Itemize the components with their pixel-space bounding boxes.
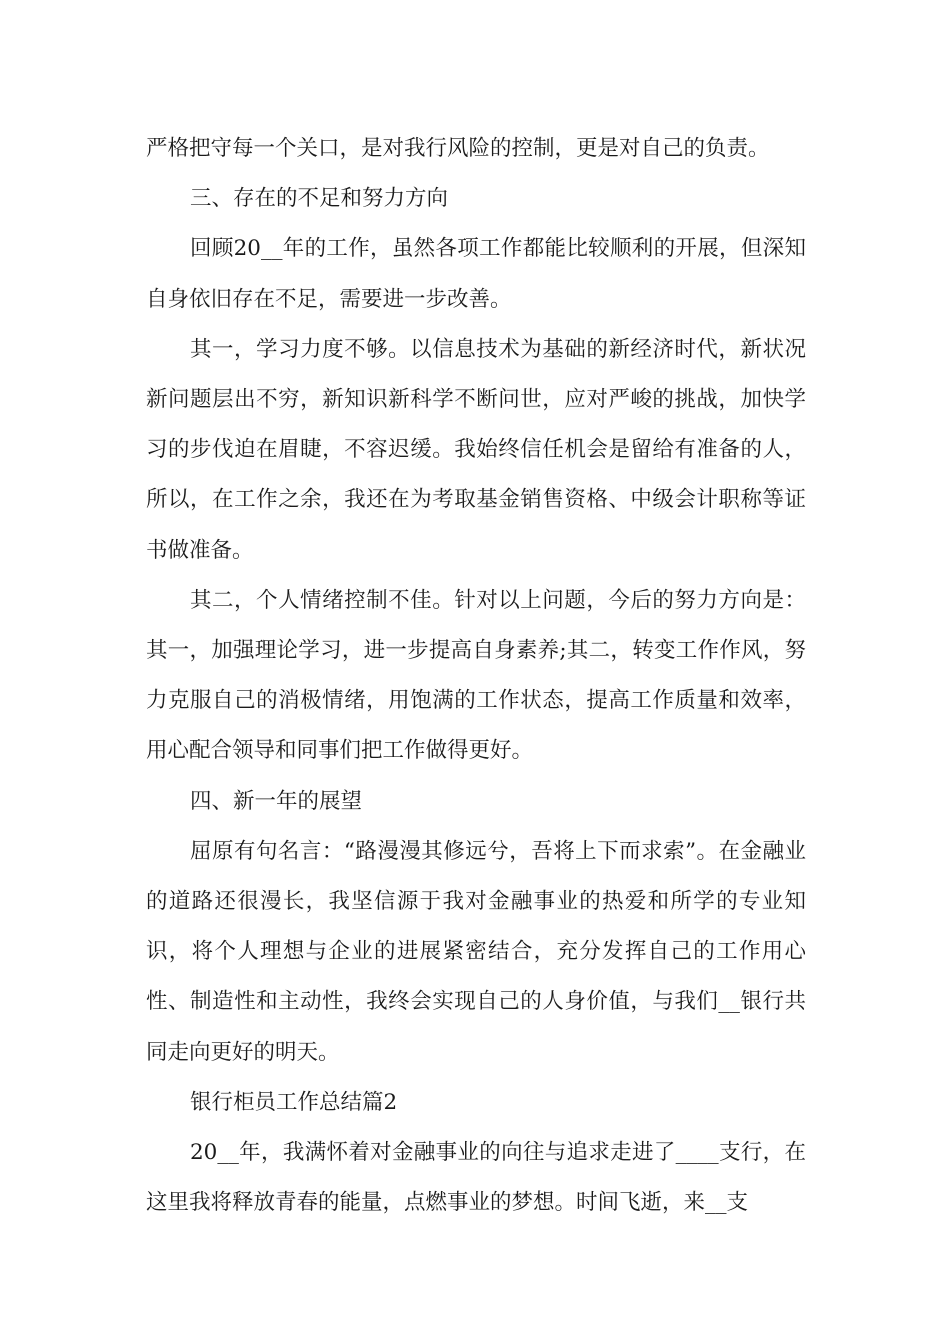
paragraph-point-one: 其一，学习力度不够。以信息技术为基础的新经济时代，新状况新问题层出不穷，新知识新科学不断问世，应对严峻的挑战，加快学习的步伐迫在眉睫，不容迟缓。我始终信任机会是留给有准备的人，所以，在工作之余，我还在为考取基金销售资格、中级会计职称等证书做准备。 bbox=[146, 336, 806, 563]
paragraph-continuation: 严格把守每一个关口，是对我行风险的控制，更是对自己的负责。 bbox=[146, 136, 770, 161]
section-heading-four: 四、新一年的展望 bbox=[190, 788, 363, 814]
paragraph-intro: 20__年，我满怀着对金融事业的向往与追求走进了____支行，在这里我将释放青春的能量，点燃事业的梦想。时间飞逝，来__支 bbox=[146, 1140, 806, 1216]
article-title: 银行柜员工作总结篇2 bbox=[190, 1089, 398, 1115]
document-body bbox=[146, 124, 806, 1228]
paragraph-review: 回顾20__年的工作，虽然各项工作都能比较顺利的开展，但深知自身依旧存在不足，需要进一步改善。 bbox=[146, 236, 806, 312]
paragraph-outlook: 屈原有句名言：“路漫漫其修远兮，吾将上下而求索”。在金融业的道路还很漫长，我坚信源于我对金融事业的热爱和所学的专业知识，将个人理想与企业的进展紧密结合，充分发挥自己的工作用心性、制造性和主动性，我终会实现自己的人身价值，与我们__银行共同走向更好的明天。 bbox=[146, 838, 806, 1065]
section-heading-three: 三、存在的不足和努力方向 bbox=[190, 186, 449, 212]
paragraph-point-two: 其二，个人情绪控制不佳。针对以上问题，今后的努力方向是：其一，加强理论学习，进一步提高自身素养;其二，转变工作作风，努力克服自己的消极情绪，用饱满的工作状态，提高工作质量和效率，用心配合领导和同事们把工作做得更好。 bbox=[146, 587, 806, 764]
